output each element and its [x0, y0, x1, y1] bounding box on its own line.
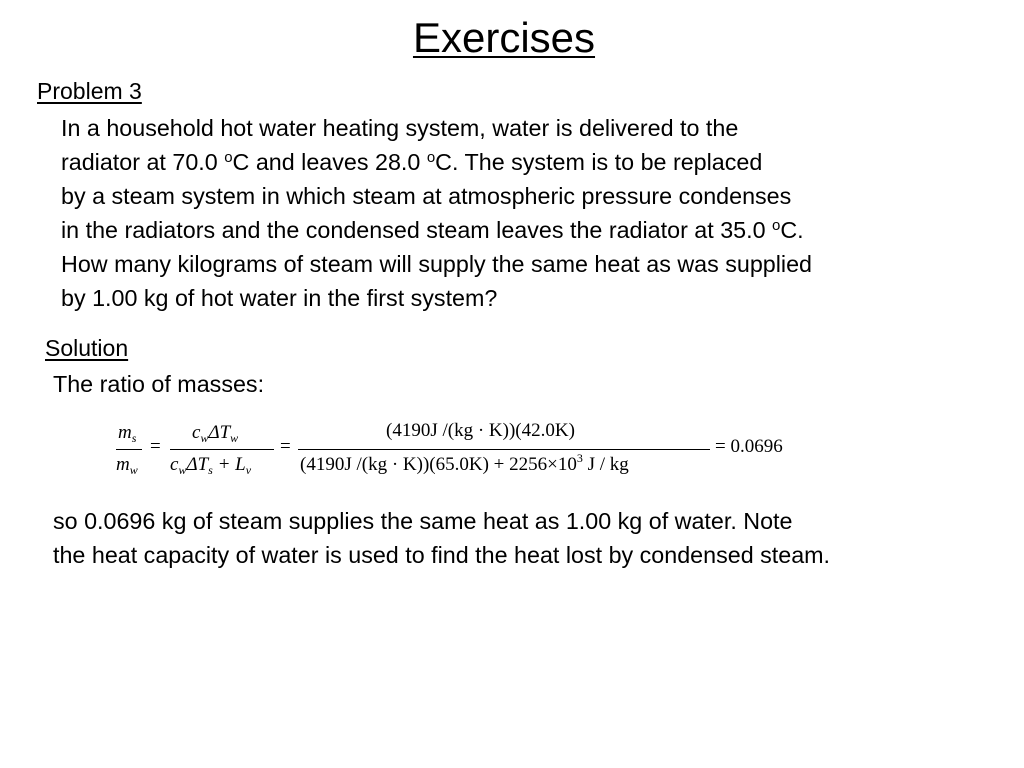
problem-line-2: radiator at 70.0 $^o$C and leaves 28.0 $^o$C. The system is to be replaced — [61, 149, 763, 175]
problem-line-5: How many kilograms of steam will supply the same heat as was supplied — [61, 251, 813, 277]
problem-line-3: by a steam system in which steam at atmospheric pressure condenses — [61, 183, 792, 209]
problem-statement — [61, 111, 812, 315]
lhs-numerator: $m_s$ — [118, 422, 137, 445]
mass-ratio-equation — [114, 416, 814, 482]
slide-title: Exercises — [412, 14, 596, 61]
conclusion-line-1: so 0.0696 kg of steam supplies the same heat as 1.00 kg of water. Note — [53, 508, 793, 534]
problem-line-1: In a household hot water heating system, water is delivered to the — [61, 115, 739, 141]
lhs-fraction-bar — [116, 449, 142, 450]
problem-line-4: in the radiators and the condensed steam leaves the radiator at 35.0 $^o$C. — [61, 217, 804, 243]
equals-sign-1: = — [150, 436, 161, 457]
problem-line-6: by 1.00 kg of hot water in the first system? — [61, 285, 498, 311]
middle-denominator: $c_w\Delta T_s + L_v$ — [170, 454, 252, 477]
conclusion-line-2: the heat capacity of water is used to find the heat lost by condensed steam. — [53, 542, 831, 568]
solution-intro: The ratio of masses: — [53, 371, 265, 397]
solution-conclusion — [53, 504, 830, 572]
lhs-denominator: $m_w$ — [116, 454, 138, 477]
problem-heading: Problem 3 — [37, 78, 142, 104]
numeric-fraction-bar — [298, 449, 710, 450]
middle-fraction-bar — [170, 449, 274, 450]
solution-heading: Solution — [45, 335, 129, 361]
numeric-denominator: (4190J $/(kg \cdot K))(65.0K) + 2256\times 10^3$ J / kg — [300, 451, 629, 475]
numeric-numerator: (4190J /(kg · K))(42.0K) — [386, 420, 575, 441]
middle-numerator: $c_w\Delta T_w$ — [192, 422, 239, 445]
equals-sign-2: = — [280, 436, 291, 457]
equation-result: = 0.0696 — [715, 436, 783, 457]
